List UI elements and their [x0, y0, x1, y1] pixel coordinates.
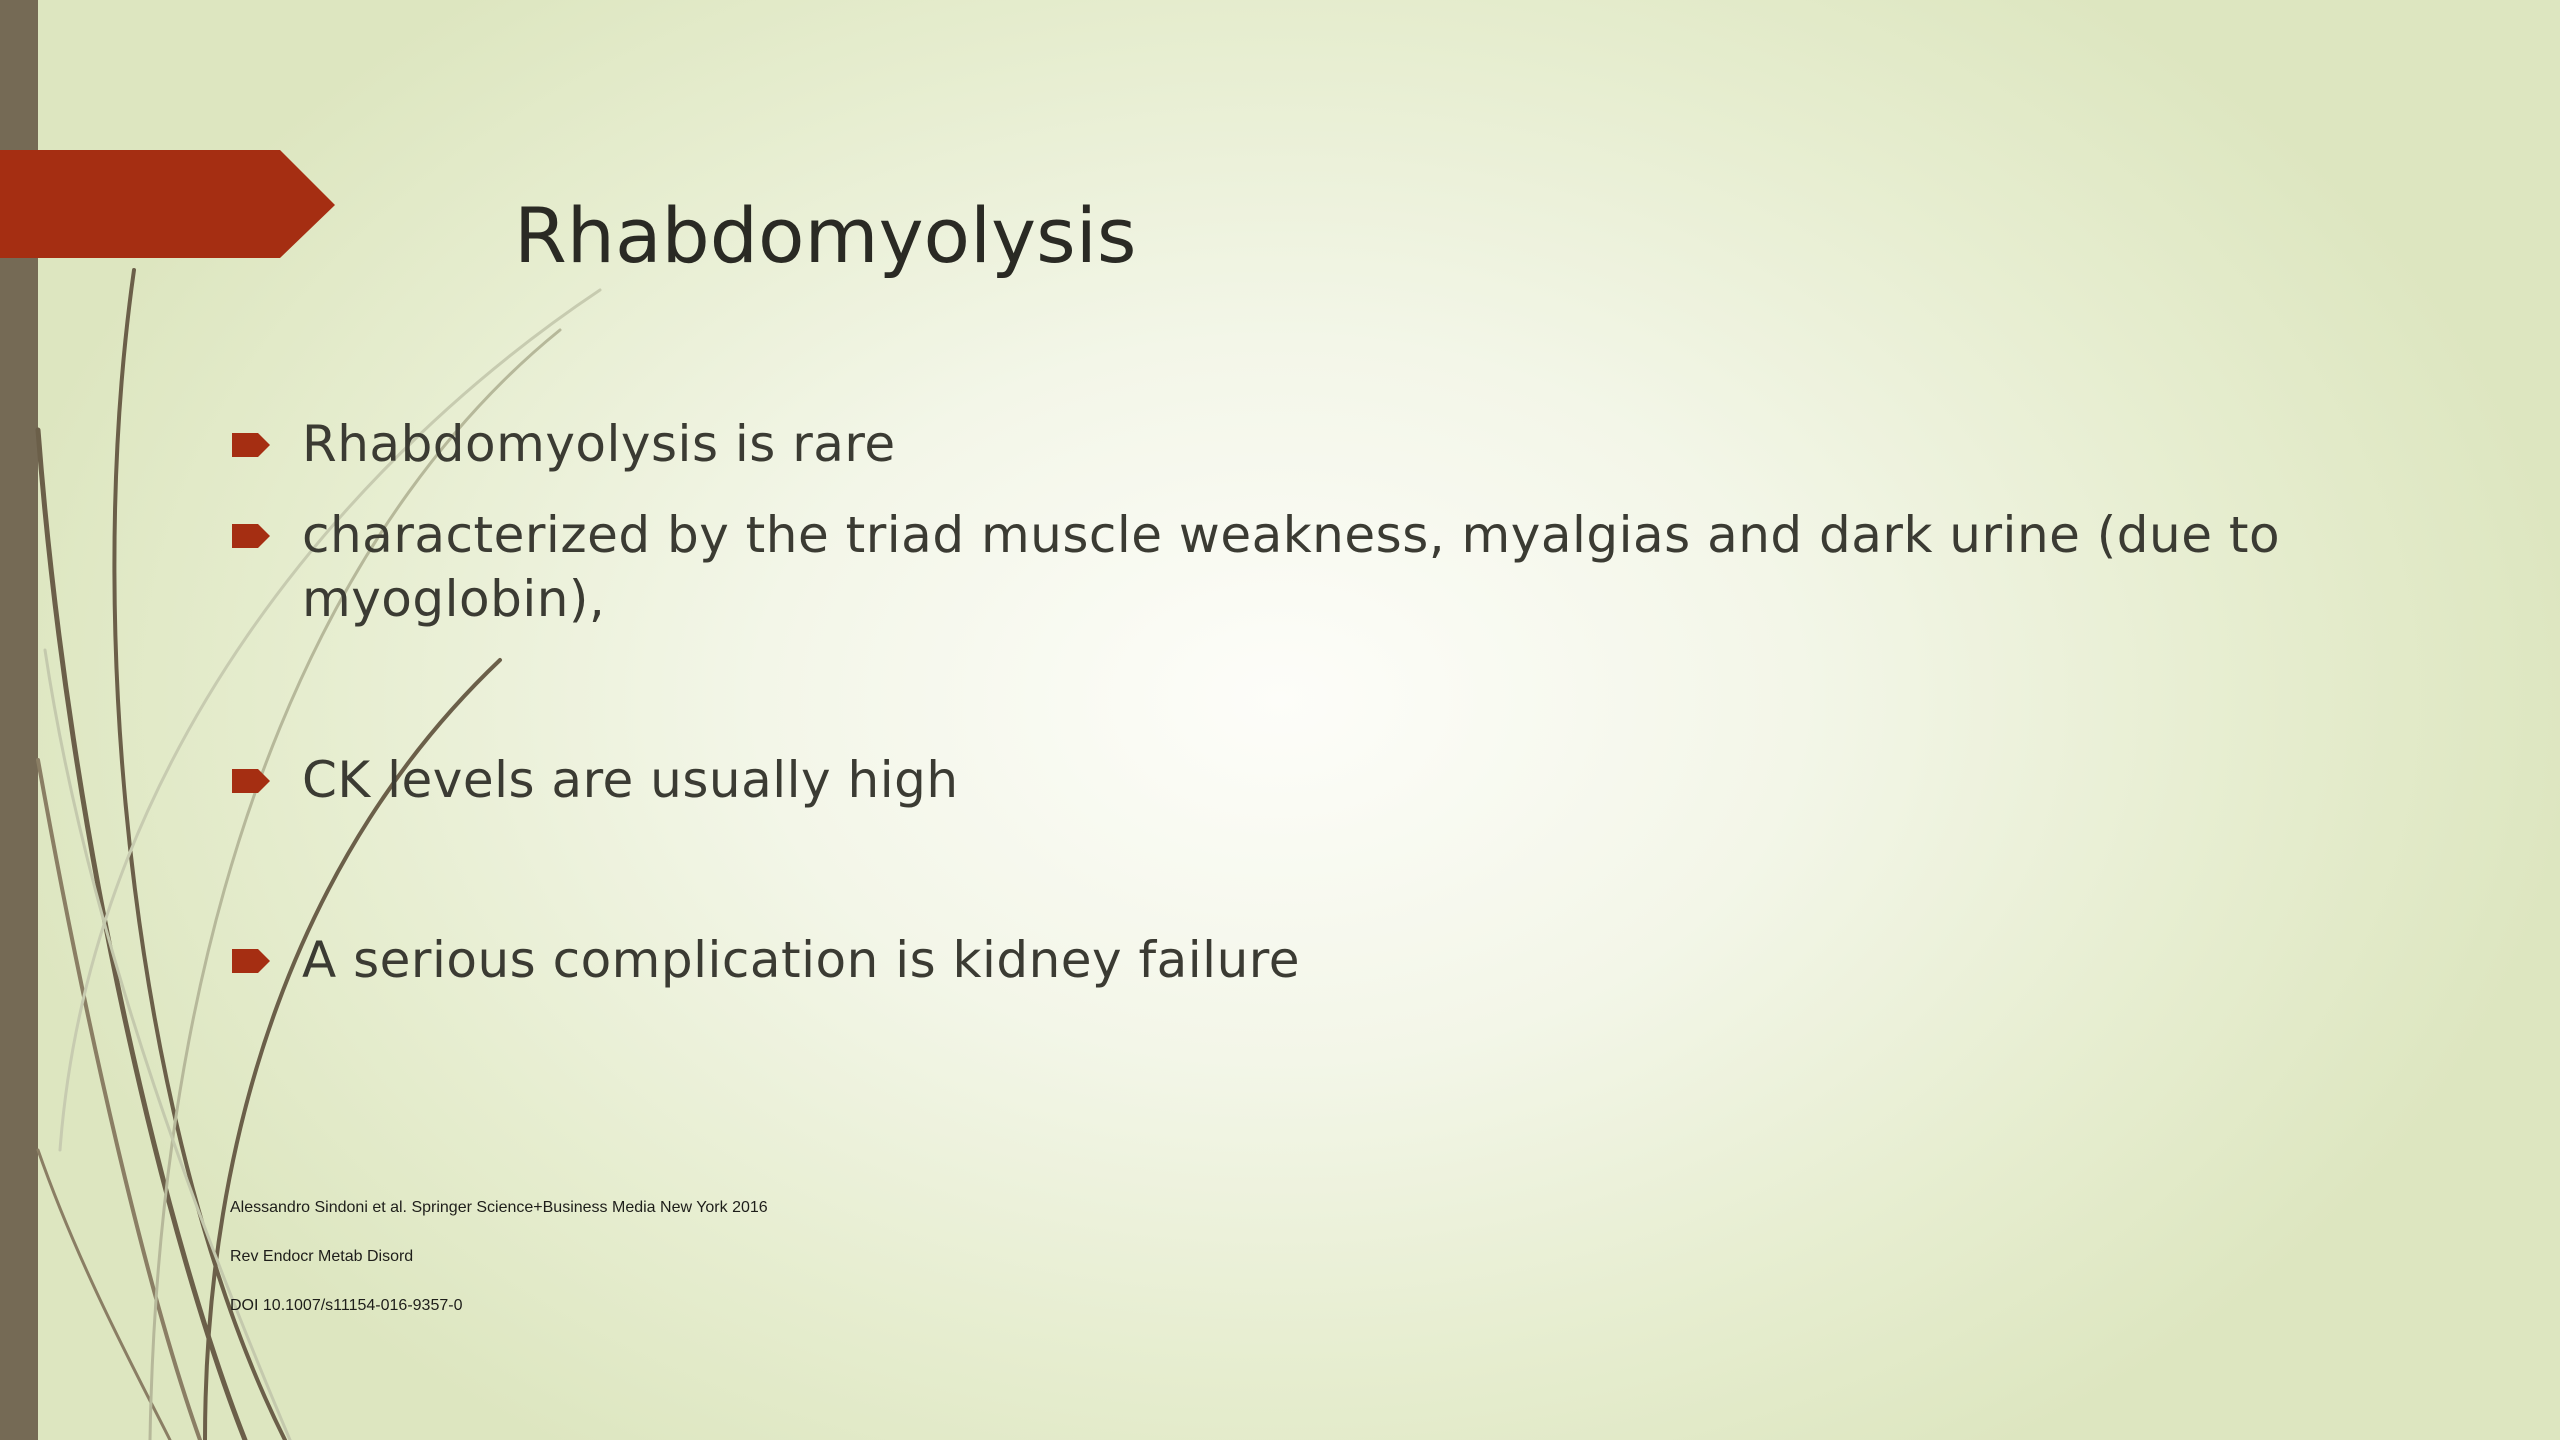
chevron-arrow-icon [0, 150, 340, 260]
bullet-text: Rhabdomyolysis is rare [302, 415, 896, 473]
arrow-bullet-icon [232, 432, 272, 458]
bullet-item [232, 748, 2392, 812]
bullet-item [232, 928, 2392, 992]
bullet-item [232, 412, 2392, 476]
reference-authors: Alessandro Sindoni et al. Springer Science+Business Media New York 2016 [230, 1199, 768, 1216]
bullet-text: A serious complication is kidney failure [302, 931, 1300, 989]
bullet-text: CK levels are usually high [302, 751, 959, 809]
slide-title: Rhabdomyolysis [514, 191, 1137, 280]
bullet-text: characterized by the triad muscle weakness, myalgias and dark urine (due to myoglobin), [302, 506, 2281, 628]
reference-journal: Rev Endocr Metab Disord [230, 1248, 414, 1265]
arrow-bullet-icon [232, 523, 272, 549]
arrow-bullet-icon [232, 948, 272, 974]
arrow-bullet-icon [232, 768, 272, 794]
reference-doi: DOI 10.1007/s11154-016-9357-0 [230, 1297, 463, 1314]
bullet-item [232, 503, 2392, 631]
reference-block [230, 1198, 768, 1345]
